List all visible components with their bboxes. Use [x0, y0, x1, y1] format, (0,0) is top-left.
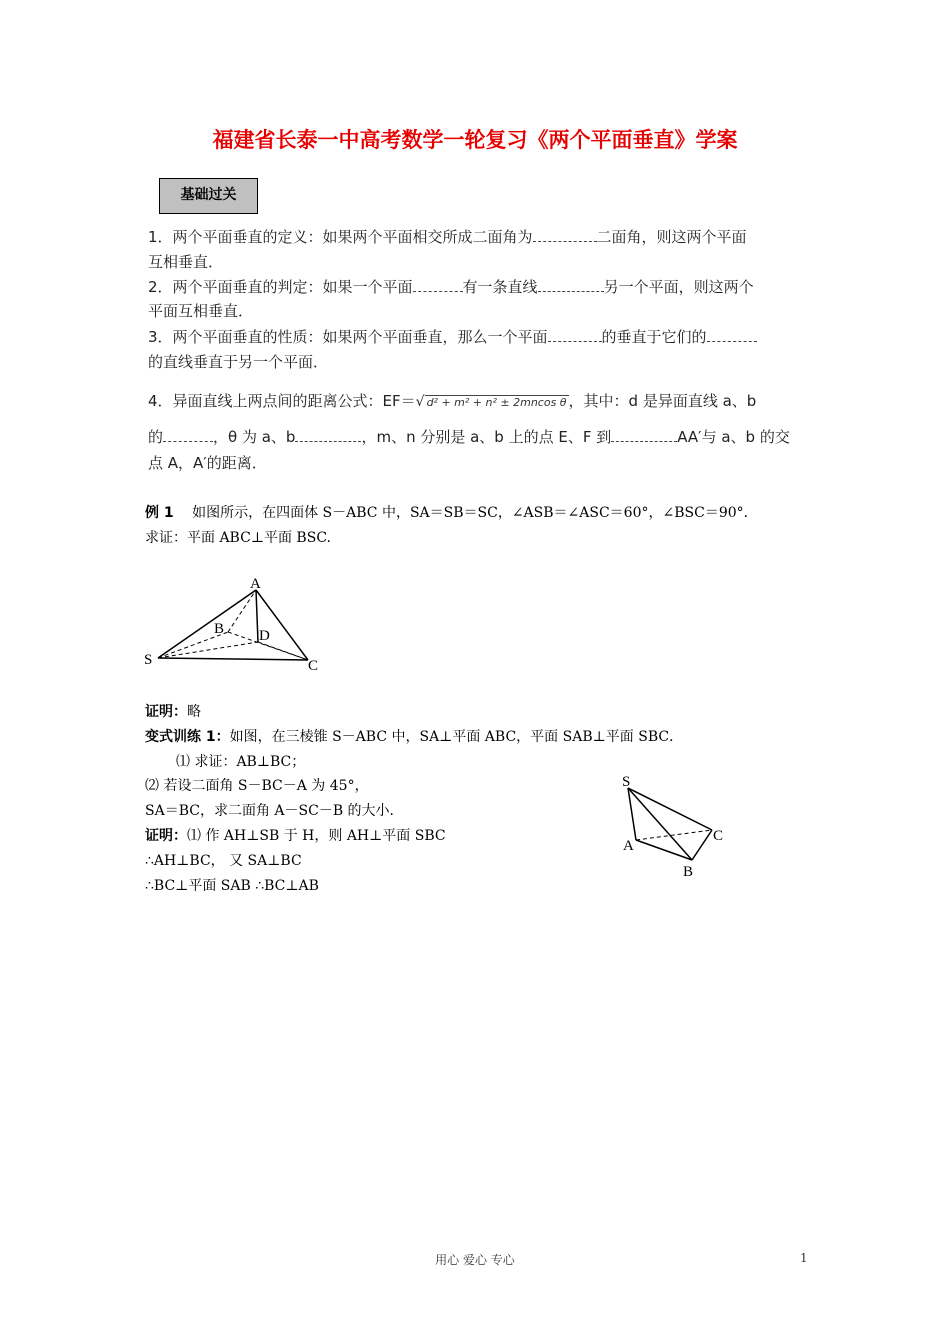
fill-blank[interactable]: [295, 429, 361, 442]
variant-q2a: ⑵ 若设二面角 S－BC－A 为 45°，: [145, 778, 369, 794]
item-4-text-e: ，m、n 分别是 a、b 上的点 E、F 到: [361, 428, 612, 446]
item-4-text-a: 4．异面直线上两点间的距离公式：EF＝: [148, 392, 416, 410]
pyramid-figure-2: [612, 770, 734, 882]
edge-BA: [228, 590, 256, 632]
variant-1: [145, 726, 683, 746]
edge-BC: [692, 830, 712, 860]
edge-SC: [628, 788, 712, 830]
example-text: 如图所示，在四面体 S－ABC 中，SA＝SB＝SC，∠ASB＝∠ASC＝60°，∠BSC＝90°．: [192, 505, 758, 521]
item-4-text-b: ，其中：d 是异面直线 a、b: [568, 392, 757, 410]
item-3-text-c: 的直线垂直于另一个平面．: [148, 353, 329, 371]
item-2-text-a: 2．两个平面垂直的判定：如果一个平面: [148, 278, 413, 296]
item-2-text-d: 平面互相垂直．: [148, 302, 254, 320]
vertex-label-A: A: [250, 576, 261, 592]
variant-proof-2: ∴AH⊥BC， 又 SA⊥BC: [145, 853, 302, 869]
item-2-line-1: [148, 276, 754, 297]
variant-q2b: SA＝BC，求二面角 A－SC－B 的大小．: [145, 803, 404, 819]
fill-blank[interactable]: [538, 279, 604, 292]
vertex-label-S: S: [622, 774, 631, 790]
fill-blank[interactable]: [611, 429, 677, 442]
example-1: [145, 502, 758, 522]
edge-AC: [256, 590, 308, 660]
variant-text: 如图，在三棱锥 S－ABC 中，SA⊥平面 ABC，平面 SAB⊥平面 SBC．: [229, 729, 684, 745]
fill-blank[interactable]: [413, 279, 463, 292]
proof-text: 略: [187, 704, 201, 720]
proof-line: [145, 701, 201, 721]
item-1-line-1: [148, 226, 747, 247]
proof-label: 证明：: [145, 704, 187, 720]
example-1-prove: 求证：平面 ABC⊥平面 BSC.: [145, 530, 331, 546]
vertex-label-B: B: [214, 621, 225, 637]
edge-AC: [636, 830, 712, 840]
item-4-text-d: ，θ 为 a、b: [213, 428, 296, 446]
footer-slogan: 用心 爱心 专心: [435, 1253, 515, 1267]
example-label: 例 1: [145, 505, 174, 521]
page-number: 1: [800, 1251, 808, 1265]
edge-SD: [158, 642, 258, 658]
vertex-label-D: D: [259, 628, 270, 644]
variant-label: 变式训练 1：: [145, 729, 230, 745]
sqrt-icon: √: [415, 394, 425, 410]
item-2-line-2: [148, 300, 253, 321]
vertex-label-B: B: [683, 864, 694, 880]
vertex-label-C: C: [308, 658, 319, 674]
vertex-label-S: S: [144, 652, 153, 668]
fill-blank[interactable]: [163, 429, 213, 442]
item-3-text-a: 3．两个平面垂直的性质：如果两个平面垂直，那么一个平面: [148, 328, 548, 346]
edge-AD: [256, 590, 258, 642]
item-1-text-a: 1．两个平面垂直的定义：如果两个平面相交所成二面角为: [148, 228, 533, 246]
variant-q1: ⑴ 求证：AB⊥BC；: [176, 754, 306, 770]
item-4-text-g: 点 A，A′的距离．: [148, 454, 267, 472]
fill-blank[interactable]: [707, 329, 757, 342]
tetrahedron-figure-1: [138, 572, 338, 676]
item-4-line-2: [148, 426, 790, 447]
variant-proof-text-1: ⑴ 作 AH⊥SB 于 H，则 AH⊥平面 SBC: [187, 828, 446, 844]
item-4-line-3: [148, 452, 267, 473]
item-4-text-c: 的: [148, 428, 164, 446]
fill-blank[interactable]: [548, 329, 602, 342]
vertex-label-A: A: [623, 838, 634, 854]
variant-proof-3: ∴BC⊥平面 SAB ∴BC⊥AB: [145, 878, 319, 894]
item-1-line-2: [148, 251, 223, 272]
item-2-text-b: 有一条直线: [462, 278, 538, 296]
section-heading: 基础过关: [159, 178, 258, 214]
item-3-text-b: 的垂直于它们的: [601, 328, 707, 346]
variant-proof-1: [145, 825, 446, 845]
vertex-label-C: C: [713, 828, 724, 844]
item-3-line-1: [148, 326, 757, 347]
item-4-line-1: [148, 390, 756, 411]
fill-blank[interactable]: [533, 229, 597, 242]
item-4-text-f: AA′与 a、b 的交: [677, 428, 790, 446]
page-title: 福建省长泰一中高考数学一轮复习《两个平面垂直》学案: [212, 128, 738, 152]
item-3-line-2: [148, 351, 328, 372]
edge-SA: [158, 590, 256, 658]
edge-SC: [158, 658, 308, 660]
item-1-text-c: 互相垂直．: [148, 253, 224, 271]
item-1-text-b: 二面角，则这两个平面: [596, 228, 747, 246]
item-2-text-c: 另一个平面，则这两个: [603, 278, 754, 296]
variant-proof-label: 证明：: [145, 828, 187, 844]
distance-formula: d² + m² + n² ± 2mncos θ: [426, 396, 567, 409]
